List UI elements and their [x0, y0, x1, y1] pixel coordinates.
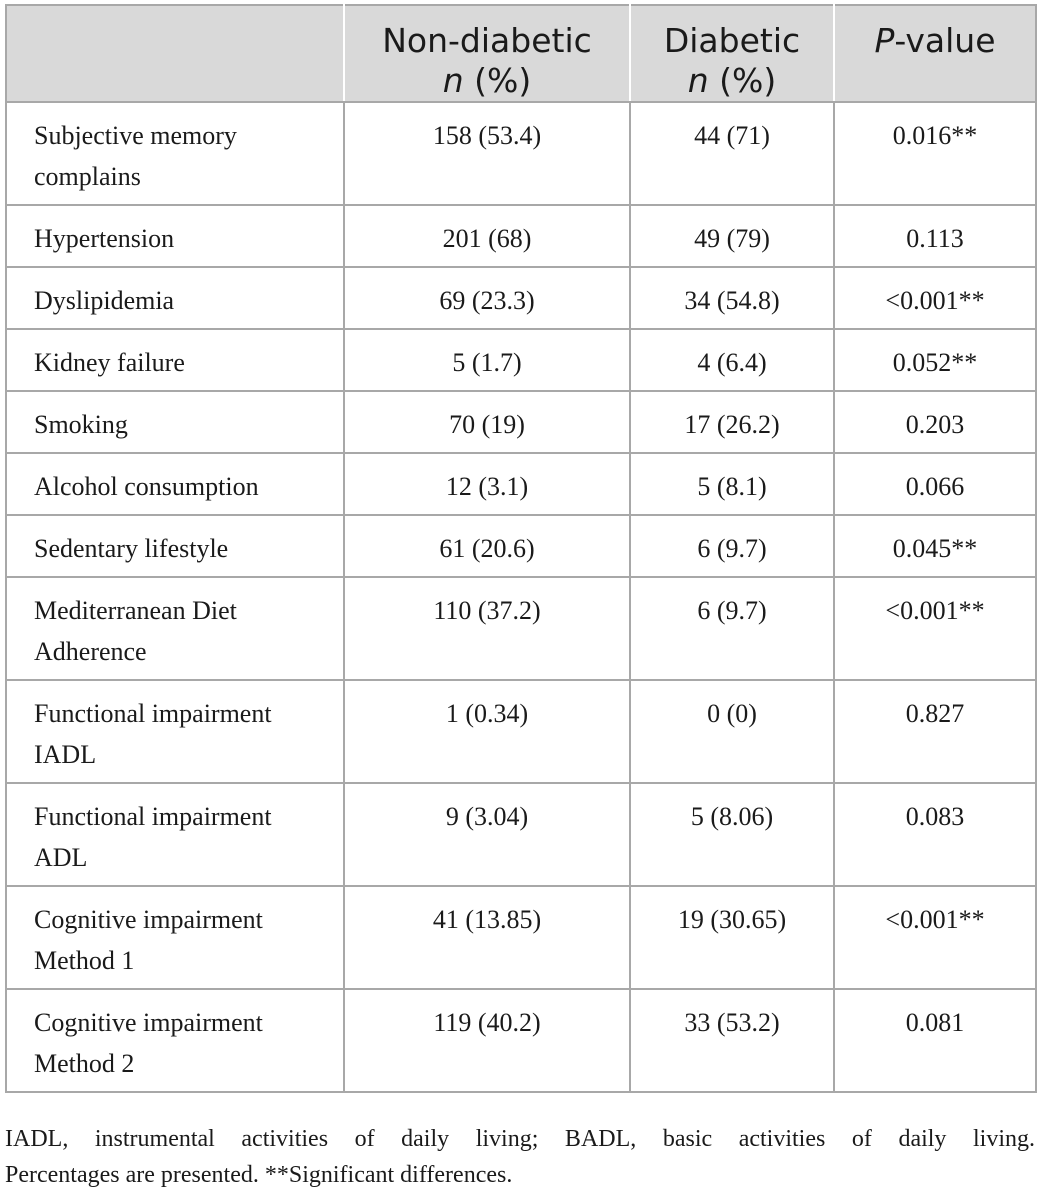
table-body: [6, 102, 1036, 1092]
cell-variable: [6, 886, 344, 989]
variable-line: Subjective memory: [34, 121, 237, 150]
cell-p-value: 0.113: [834, 205, 1036, 267]
cell-p-value: 0.083: [834, 783, 1036, 886]
table-row: [6, 783, 1036, 886]
cell-diabetic: 44 (71): [630, 102, 834, 205]
cell-diabetic: 6 (9.7): [630, 577, 834, 680]
table-row: [6, 205, 1036, 267]
footnote-line-2: Percentages are presented. **Significant differences.: [5, 1162, 513, 1188]
table-row: [6, 577, 1036, 680]
cell-non-diabetic: 61 (20.6): [344, 515, 630, 577]
cell-diabetic: 0 (0): [630, 680, 834, 783]
cell-p-value: <0.001**: [834, 267, 1036, 329]
header-variable: [6, 5, 344, 102]
cell-p-value: 0.016**: [834, 102, 1036, 205]
header-non-diabetic-label: Non-diabetic: [382, 21, 592, 60]
table-row: [6, 329, 1036, 391]
variable-line: complains: [34, 162, 141, 191]
cell-non-diabetic: 5 (1.7): [344, 329, 630, 391]
variable-line: Mediterranean Diet: [34, 596, 237, 625]
cell-diabetic: 4 (6.4): [630, 329, 834, 391]
table-footnote: [5, 1121, 1035, 1193]
cell-variable: [6, 329, 344, 391]
variable-line: Cognitive impairment: [34, 905, 263, 934]
cell-variable: [6, 205, 344, 267]
cell-non-diabetic: 158 (53.4): [344, 102, 630, 205]
cell-non-diabetic: 201 (68): [344, 205, 630, 267]
cell-p-value: 0.052**: [834, 329, 1036, 391]
cell-non-diabetic: 9 (3.04): [344, 783, 630, 886]
variable-line: Smoking: [34, 410, 128, 439]
table-row: [6, 453, 1036, 515]
cell-p-value: 0.066: [834, 453, 1036, 515]
cell-variable: [6, 515, 344, 577]
cell-non-diabetic: 1 (0.34): [344, 680, 630, 783]
cell-diabetic: 5 (8.1): [630, 453, 834, 515]
cell-variable: [6, 453, 344, 515]
cell-variable: [6, 783, 344, 886]
data-table-container: [5, 4, 1035, 1093]
header-p-value: P-value: [834, 5, 1036, 102]
cell-variable: [6, 391, 344, 453]
variable-line: Method 2: [34, 1049, 135, 1078]
cell-non-diabetic: 41 (13.85): [344, 886, 630, 989]
cell-non-diabetic: 69 (23.3): [344, 267, 630, 329]
variable-line: IADL: [34, 740, 97, 769]
variable-line: Functional impairment: [34, 699, 272, 728]
cell-variable: [6, 989, 344, 1092]
variable-line: Kidney failure: [34, 348, 185, 377]
header-diabetic: [630, 5, 834, 102]
footnote-line-1: IADL, instrumental activities of daily living; BADL, basic activities of daily living.: [5, 1126, 1035, 1152]
variable-line: Sedentary lifestyle: [34, 534, 229, 563]
cell-variable: [6, 267, 344, 329]
cell-non-diabetic: 12 (3.1): [344, 453, 630, 515]
variable-line: Method 1: [34, 946, 135, 975]
cell-p-value: <0.001**: [834, 886, 1036, 989]
header-non-diabetic: [344, 5, 630, 102]
cell-p-value: <0.001**: [834, 577, 1036, 680]
cell-p-value: 0.827: [834, 680, 1036, 783]
table-row: [6, 515, 1036, 577]
cell-diabetic: 17 (26.2): [630, 391, 834, 453]
cell-p-value: 0.045**: [834, 515, 1036, 577]
cell-diabetic: 33 (53.2): [630, 989, 834, 1092]
cell-diabetic: 49 (79): [630, 205, 834, 267]
cell-non-diabetic: 119 (40.2): [344, 989, 630, 1092]
variable-line: Adherence: [34, 637, 147, 666]
cell-non-diabetic: 70 (19): [344, 391, 630, 453]
header-non-diabetic-sub: n (%): [442, 61, 532, 100]
variable-line: Cognitive impairment: [34, 1008, 263, 1037]
table-row: [6, 886, 1036, 989]
header-diabetic-label: Diabetic: [663, 21, 801, 60]
table-header-row: [6, 5, 1036, 102]
variable-line: Functional impairment: [34, 802, 272, 831]
table-row: [6, 267, 1036, 329]
variable-line: Hypertension: [34, 224, 175, 253]
cell-diabetic: 34 (54.8): [630, 267, 834, 329]
header-diabetic-sub: n (%): [687, 61, 777, 100]
variable-line: Alcohol consumption: [34, 472, 259, 501]
variable-line: Dyslipidemia: [34, 286, 175, 315]
cell-variable: [6, 102, 344, 205]
variable-line: ADL: [34, 843, 88, 872]
comparison-table: [5, 4, 1037, 1093]
cell-diabetic: 6 (9.7): [630, 515, 834, 577]
table-row: [6, 989, 1036, 1092]
cell-diabetic: 19 (30.65): [630, 886, 834, 989]
table-row: [6, 680, 1036, 783]
cell-p-value: 0.081: [834, 989, 1036, 1092]
cell-variable: [6, 577, 344, 680]
cell-non-diabetic: 110 (37.2): [344, 577, 630, 680]
table-row: [6, 102, 1036, 205]
cell-diabetic: 5 (8.06): [630, 783, 834, 886]
table-row: [6, 391, 1036, 453]
cell-variable: [6, 680, 344, 783]
cell-p-value: 0.203: [834, 391, 1036, 453]
